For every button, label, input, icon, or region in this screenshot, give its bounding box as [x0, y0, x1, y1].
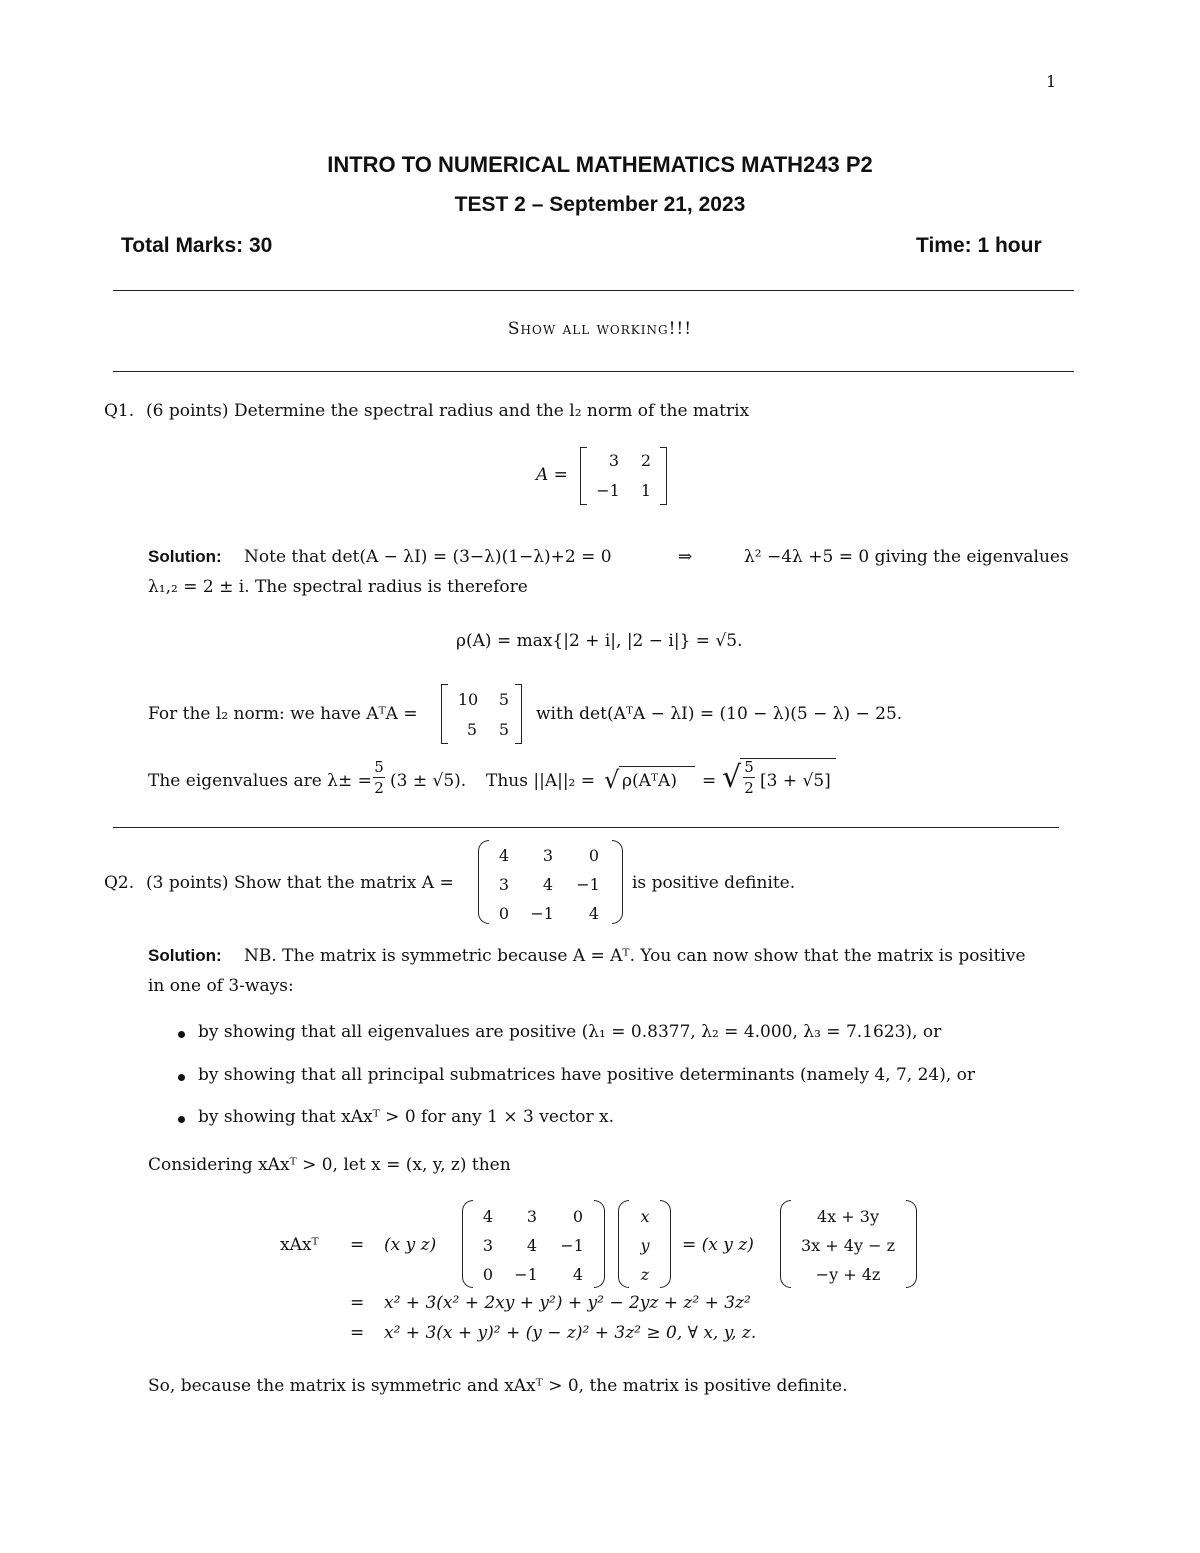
list-item: by showing that xAxᵀ > 0 for any 1 × 3 vector x.: [198, 1107, 615, 1127]
list-item: by showing that all principal submatrices have positive determinants (namely 4, 7, 24), or: [198, 1065, 976, 1085]
matrix-cell: 3: [526, 1207, 538, 1226]
fraction-bar: [743, 777, 755, 778]
paren-right: [594, 1200, 605, 1288]
matrix-cell: 0: [498, 904, 510, 923]
implies-symbol: ⇒: [678, 547, 693, 567]
q1-matrix-lhs: A =: [536, 465, 568, 485]
matrix-cell: −1: [560, 1236, 584, 1255]
vector-cell: −y + 4z: [815, 1265, 881, 1284]
q2-solution-label: Solution:: [148, 946, 222, 965]
instruction-text: Show all working!!!: [507, 319, 693, 339]
sqrt-sign: √: [722, 760, 742, 795]
bracket-right: [660, 447, 667, 505]
matrix-cell: 5: [498, 690, 510, 709]
matrix-cell: −1: [514, 1265, 538, 1284]
q2-prompt: (3 points) Show that the matrix A =: [146, 873, 454, 893]
q1-eigen-paren: (3 ± √5).: [390, 771, 467, 791]
vector-cell: 3x + 4y − z: [800, 1236, 895, 1255]
equals-sign: =: [702, 771, 717, 791]
deriv-lhs: xAxᵀ: [280, 1235, 319, 1255]
matrix-cell: 0: [482, 1265, 494, 1284]
q2-solution-line2: in one of 3-ways:: [148, 976, 294, 996]
matrix-cell: 3: [608, 451, 620, 470]
fraction-denominator: 2: [744, 779, 754, 797]
equals-sign: =: [350, 1293, 365, 1313]
total-marks: Total Marks: 30: [121, 234, 273, 257]
vector-cell: x: [640, 1207, 650, 1226]
matrix-cell: 3: [542, 846, 554, 865]
equals-sign: =: [350, 1235, 365, 1255]
paren-right: [612, 840, 623, 924]
q1-solution-label: Solution:: [148, 547, 222, 566]
equals-sign: =: [350, 1323, 365, 1343]
fraction-numerator: 5: [744, 758, 754, 776]
matrix-cell: −1: [576, 875, 600, 894]
deriv-line3: x² + 3(x + y)² + (y − z)² + 3z² ≥ 0, ∀ x, y, z.: [384, 1323, 757, 1343]
sqrt-sign: √: [604, 766, 620, 794]
matrix-cell: −1: [596, 481, 620, 500]
q2-conclusion: So, because the matrix is symmetric and xAxᵀ > 0, the matrix is positive definite.: [148, 1376, 848, 1396]
q1-sqrt-rho: ρ(AᵀA): [622, 771, 677, 791]
bullet-dot: [178, 1074, 185, 1081]
q1-ata-det: with det(AᵀA − λI) = (10 − λ)(5 − λ) − 25.: [536, 704, 903, 724]
matrix-cell: 3: [498, 875, 510, 894]
q1-l2-intro: For the l₂ norm: we have AᵀA =: [148, 704, 418, 724]
test-subtitle: TEST 2 – September 21, 2023: [454, 193, 746, 216]
row-vector: (x y z): [384, 1235, 437, 1255]
matrix-cell: −1: [530, 904, 554, 923]
fraction-denominator: 2: [374, 779, 384, 797]
matrix-cell: 4: [572, 1265, 584, 1284]
paren-right: [660, 1200, 671, 1288]
bullet-dot: [178, 1031, 185, 1038]
q1-prompt: (6 points) Determine the spectral radius and the l₂ norm of the matrix: [146, 401, 750, 421]
header-rule-bottom: [113, 371, 1074, 372]
list-item: by showing that all eigenvalues are positive (λ₁ = 0.8377, λ₂ = 4.000, λ₃ = 7.1623), or: [198, 1022, 942, 1042]
deriv-line2: x² + 3(x² + 2xy + y²) + y² − 2yz + z² + 3z²: [384, 1293, 751, 1313]
matrix-cell: 4: [588, 904, 600, 923]
matrix-cell: 10: [457, 690, 479, 709]
q1-spectral-radius: ρ(A) = max{|2 + i|, |2 − i|} = √5.: [456, 631, 743, 651]
fraction: [372, 758, 386, 797]
q2-prompt-tail: is positive definite.: [632, 873, 796, 893]
vector-cell: z: [640, 1265, 650, 1284]
section-rule: [113, 827, 1059, 828]
q2-label: Q2.: [104, 873, 135, 893]
q1-solution-line1: Note that det(A − λI) = (3−λ)(1−λ)+2 = 0: [244, 547, 612, 567]
bracket-right: [515, 684, 522, 744]
sqrt-bar: [619, 766, 695, 767]
matrix-cell: 4: [526, 1236, 538, 1255]
q1-sqrt-tail: [3 + √5]: [760, 771, 831, 791]
time-allowed: Time: 1 hour: [916, 234, 1042, 257]
matrix-cell: 0: [572, 1207, 584, 1226]
vector-cell: 4x + 3y: [817, 1207, 879, 1226]
q1-eigen-text: The eigenvalues are λ± =: [148, 771, 372, 791]
bullet-dot: [178, 1116, 185, 1123]
matrix-cell: 5: [466, 720, 478, 739]
q2-solution-line1: NB. The matrix is symmetric because A = Aᵀ. You can now show that the matrix is positive: [244, 946, 1026, 966]
matrix-cell: 5: [498, 720, 510, 739]
fraction: [742, 758, 756, 797]
page-number: 1: [1046, 72, 1057, 91]
header-rule-top: [113, 290, 1074, 291]
paren-right: [906, 1200, 917, 1288]
q1-solution-line1b: λ² −4λ +5 = 0 giving the eigenvalues: [744, 547, 1069, 567]
vector-cell: y: [640, 1236, 650, 1255]
q1-label: Q1.: [104, 401, 135, 421]
matrix-cell: 1: [640, 481, 652, 500]
bracket-left: [580, 447, 587, 505]
matrix-cell: 3: [482, 1236, 494, 1255]
matrix-cell: 4: [482, 1207, 494, 1226]
row-vector-2: = (x y z): [682, 1235, 754, 1255]
q1-thus-norm: Thus ||A||₂ =: [486, 771, 596, 791]
page-title: INTRO TO NUMERICAL MATHEMATICS MATH243 P2: [327, 152, 873, 177]
q1-solution-line2: λ₁,₂ = 2 ± i. The spectral radius is therefore: [148, 577, 528, 597]
q2-considering: Considering xAxᵀ > 0, let x = (x, y, z) then: [148, 1155, 511, 1175]
matrix-cell: 2: [640, 451, 652, 470]
bracket-left: [441, 684, 448, 744]
fraction-numerator: 5: [374, 758, 384, 776]
fraction-bar: [373, 777, 385, 778]
matrix-cell: 0: [588, 846, 600, 865]
matrix-cell: 4: [542, 875, 554, 894]
matrix-cell: 4: [498, 846, 510, 865]
